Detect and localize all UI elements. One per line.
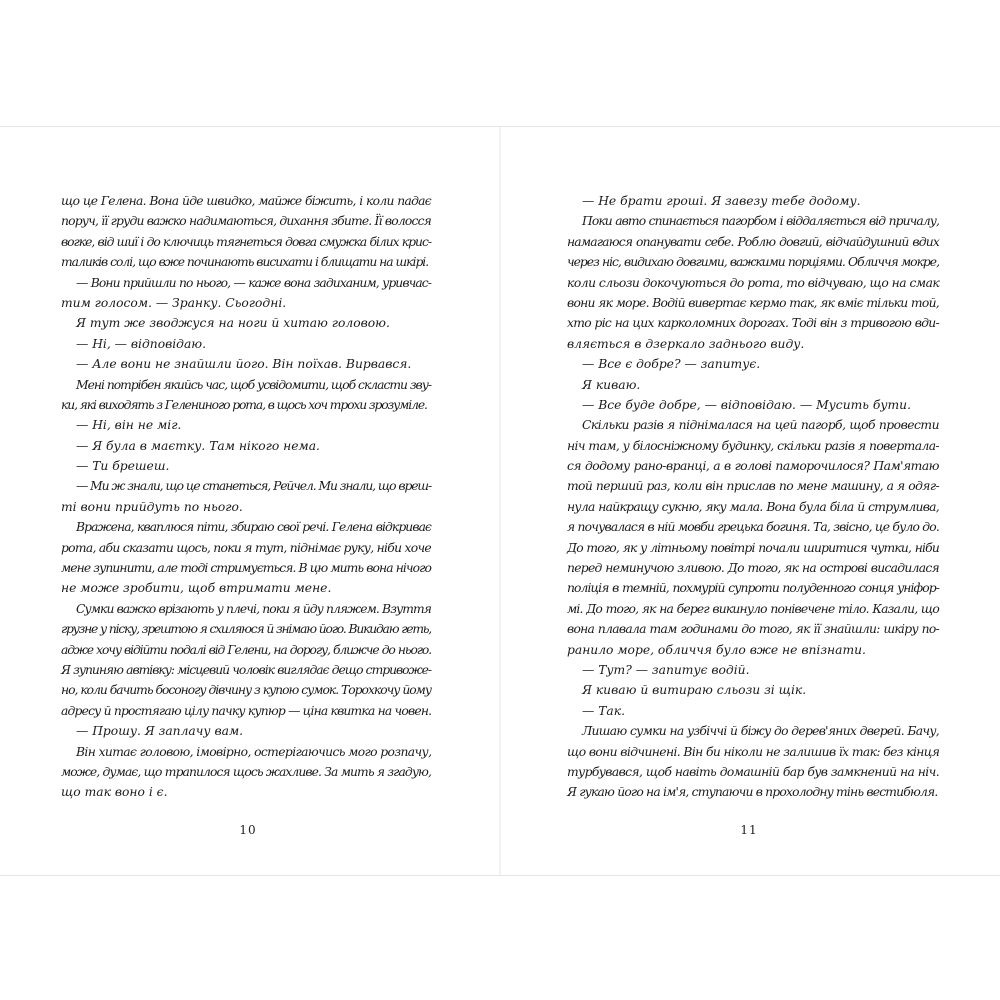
text-line: ся додому рано-вранці, а в голові паморочилося? Пам'ятаю	[567, 459, 939, 474]
text-line: Я тут же зводжуся на ноги й хитаю головою.	[76, 316, 390, 331]
text-line: коли сльози докочуються до рота, то відчуваю, що на смак	[567, 275, 940, 290]
text-line: не може зробити, щоб втримати мене.	[61, 581, 332, 596]
text-line: — Прошу. Я заплачу вам.	[76, 724, 244, 739]
page-number: 11	[740, 823, 758, 837]
text-line: адресу й простягаю цілу пачку купюр — ціна квитка на човен.	[61, 703, 432, 718]
text-line: я почувалася в ній мовби грецька богиня. Та, звісно, це було до.	[567, 520, 939, 535]
left-page-text	[61, 191, 431, 803]
text-line: вона плавала там годинами до того, як її знайшли: шкіру по-	[567, 622, 939, 637]
text-line: що це Гелена. Вона йде швидко, майже біжить, і коли падає	[61, 194, 431, 208]
text-line: Я зупиняю автівку: місцевий чоловік виглядає дещо стривоже-	[61, 662, 431, 677]
text-line: — Ні, він не міг.	[76, 418, 182, 433]
text-line: Сумки важко врізають у плечі, поки я йду пляжем. Взуття	[76, 601, 431, 616]
text-line: ки, які виходять з Гелениного рота, в щось хоч трохи зрозуміле.	[61, 397, 427, 412]
text-line: ніч там, у білосніжному будинку, скільки разів я поверталa-	[567, 438, 939, 453]
page-number: 10	[239, 823, 257, 837]
text-line: той перший раз, коли він прислав по мене машину, а я одяг-	[567, 479, 939, 494]
text-line: вони як море. Водій вивертає кермо так, як вміє тільки той,	[567, 295, 939, 310]
text-line: грузне у піску, зрештою я схиляюся й знімаю його. Викидаю геть,	[61, 622, 431, 637]
text-line: Я киваю й витираю сльози зі щік.	[582, 683, 807, 698]
text-line: Скільки разів я піднімалася на цей пагорб, щоб провести	[582, 418, 939, 433]
text-line: хто ріс на цих карколомних дорогах. Тоді він з тривогою вди-	[567, 316, 939, 331]
text-line: мене зупинити, але тоді стримується. В цю мить вона нічого	[61, 561, 431, 576]
text-line: — Все є добре? — запитує.	[582, 357, 761, 372]
text-line: Лишаю сумки на узбіччі й біжу до дерев'яних дверей. Бачу,	[582, 724, 939, 739]
text-line: через ніс, видихаю довгими, важкими порціями. Обличчя мокре,	[567, 255, 939, 270]
right-page	[500, 127, 1000, 875]
right-page-text	[567, 191, 939, 803]
text-line: нула найкращу сукню, яку мала. Вона була біла й струмлива,	[567, 499, 939, 514]
text-line: ранило море, обличчя було вже не впізнати.	[567, 642, 866, 657]
text-line: — Ні, — відповідаю.	[76, 336, 207, 351]
left-page	[0, 127, 500, 875]
text-line: мі. До того, як на берег викинуло понівечене тіло. Казали, що	[567, 601, 939, 616]
text-line: — Вони прийшли по нього, — каже вона задиханим, уривчас-	[76, 275, 431, 290]
text-line: — Тут? — запитує водій.	[582, 662, 750, 677]
book-spread	[0, 126, 1000, 876]
text-line: намагаюся опанувати себе. Роблю довгий, відчайдушний вдих	[567, 234, 939, 249]
text-line: — Так.	[582, 703, 625, 718]
text-line: — Все буде добре, — відповідаю. — Мусить бути.	[582, 397, 912, 412]
text-line: До того, як у літньому повітрі почали ширитися чутки, ніби	[567, 540, 939, 555]
text-line: поліція в темній, похмурій супроти полуденного сонця уніфор-	[567, 581, 939, 596]
text-line: Поки авто спинається пагорбом і віддаляється від причалу,	[582, 214, 939, 229]
text-line: турбувався, щоб навіть домашній бар був замкнений на ніч.	[567, 764, 939, 779]
text-line: — Ти брешеш.	[76, 459, 170, 474]
text-line: Він хитає головою, імовірно, остерігаючись мого розпачу,	[76, 744, 432, 759]
text-line: вляється в дзеркало заднього виду.	[567, 336, 805, 351]
text-line: Я киваю.	[582, 377, 641, 392]
text-line: може, думає, що трапилося щось жахливе. За мить я згадую,	[61, 764, 431, 779]
text-line: адже хочу відійти подалі від Гелени, на дорогу, ближче до нього.	[61, 642, 431, 657]
text-line: — Я була в маєтку. Там нікого нема.	[76, 438, 320, 453]
text-line: що вони відчинені. Він би ніколи не залишив їх так: без кінця	[567, 744, 940, 759]
text-line: но, коли бачить босоногу дівчину з купою сумок. Торохкочу йому	[61, 683, 431, 698]
text-line: — Але вони не знайшли його. Він поїхав. Вирвався.	[76, 357, 412, 372]
text-line: — Не брати гроші. Я завезу тебе додому.	[582, 194, 861, 208]
text-line: перед неминучою зливою. До того, як на острові висадилася	[567, 561, 939, 576]
text-line: таликів солі, що вже починають висихати і блищати на шкірі.	[61, 255, 429, 270]
text-line: — Ми ж знали, що це станеться, Рейчел. Ми знали, що вреш-	[76, 479, 431, 494]
text-line: тим голосом. — Зранку. Сьогодні.	[61, 295, 287, 310]
text-line: Я гукаю його на ім'я, ступаючи в прохолодну тінь вестибюля.	[567, 785, 938, 800]
text-line: ті вони прийдуть по нього.	[61, 499, 243, 514]
text-line: рота, аби сказати щось, поки я тут, піднімає руку, ніби хоче	[61, 540, 431, 555]
text-line: Мені потрібен якийсь час, щоб усвідомити, щоб скласти зву-	[76, 377, 431, 392]
text-line: що так воно і є.	[61, 785, 168, 800]
text-line: Вражена, кваплюся піти, збираю свої речі. Гелена відкриває	[76, 520, 431, 535]
text-line: вогке, від шиї і до ключиць тягнеться довга смужка білих крис-	[61, 234, 431, 249]
text-line: поруч, її груди важко надимаються, дихання збите. Її волосся	[61, 214, 431, 229]
